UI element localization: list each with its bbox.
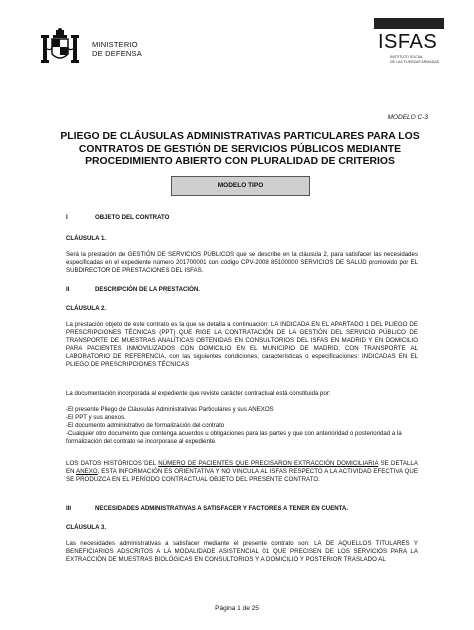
- hist-text-pre: LOS DATOS HISTÓRICOS DEL: [66, 460, 159, 467]
- ministry-line-2: DE DEFENSA: [92, 49, 142, 58]
- section-1-number: I: [66, 214, 68, 221]
- section-3-number: III: [66, 505, 72, 512]
- clause-1-label: CLÁUSULA 1.: [66, 235, 107, 242]
- isfas-logo-bar: [374, 18, 444, 29]
- clause-1-text: Será la prestación de GESTIÓN DE SERVICIOS PÚBLICOS que se describe en la cláusula 2, para satisfacer las necesidades especificadas en el expediente número 201700001 con código CPV-2008 85100000 SERVICIOS DE SALUD promovido por EL SUBDIRECTOR DE PRESTACIONES DEL ISFAS.: [66, 251, 418, 274]
- docs-list-item: -El PPT y sus anexos.: [66, 414, 126, 421]
- isfas-sub-line-2: DE LAS FUERZAS ARMADAS: [390, 59, 440, 64]
- clause-3-label: CLÁUSULA 3.: [66, 524, 107, 531]
- isfas-logo: [374, 18, 444, 66]
- isfas-logo-subtitle: [390, 55, 450, 64]
- docs-list-item: -El presente Pliego de Cláusulas Administrativas Particulares y sus ANEXOS: [66, 406, 274, 413]
- title-line-1: PLIEGO DE CLÁUSULAS ADMINISTRATIVAS PARTICULARES PARA LOS: [60, 131, 420, 142]
- section-1-title: OBJETO DEL CONTRATO: [95, 214, 170, 221]
- clause-2-label: CLÁUSULA 2.: [66, 305, 107, 312]
- section-2-title: DESCRIPCIÓN DE LA PRESTACIÓN.: [95, 286, 200, 293]
- hist-text-post: , ESTA INFORMACIÓN ES ORIENTATIVA Y NO VINCULA AL ISFAS RESPECTO A LA ACTIVIDAD EFECTIVA QUE SE PRODUZCA EN EL PERÍODO CONTRACTUAL OBJETO DEL PRESENTE CONTRATO.: [66, 468, 418, 483]
- historical-data-paragraph: [66, 460, 418, 484]
- docs-list-item: -Cualquier otro documento que contenga acuerdos u obligaciones para las partes y que con anterioridad o posterioridad a la formalización del contrato se incorporase al expediente.: [66, 430, 402, 445]
- model-type-label: MODELO TIPO: [217, 182, 264, 189]
- docs-list: [66, 406, 418, 446]
- isfas-sub-line-1: INSTITUTO SOCIAL: [390, 55, 424, 59]
- model-code: MODELO C-3: [387, 114, 428, 121]
- ministry-line-1: MINISTERIO: [92, 40, 138, 49]
- model-type-box: [171, 176, 310, 196]
- clause-2-text: La prestación objeto de este contrato es la que se detalla a continuación: LA INDICADA EN EL APARTADO 1 DEL PLIEGO DE PRESCRIPCIONES TÉCNICAS (PPT) QUE RIGE LA CONTRATACIÓN DE LA GESTIÓN DEL SERVICIO PÚBLICO DE TRANSPORTE DE MUESTRAS ANALÍTICAS OBTENIDAS EN CONSULTORIOS DEL ISFAS EN MADRID Y EN DOMICILIO PARA PACIENTES INMOVILIZADOS CON DOMICILIO EN EL MUNICIPIO DE MADRID, CON TRANSPORTE AL LABORATORIO DE REFERENCIA, con las siguientes condiciones, características o especificaciones: INDICADAS EN EL PLIEGO DE PRESCRIPCIONES TÉCNICAS: [66, 321, 418, 368]
- section-3-title: NECESIDADES ADMINISTRATIVAS A SATISFACER Y FACTORES A TENER EN CUENTA.: [95, 505, 349, 512]
- ministry-label: [92, 40, 142, 58]
- clause-3-text: Las necesidades administrativas a satisfacer mediante el presente contrato son: LA DE AQUELLOS TITULARES Y BENEFICIARIOS ADSCRITOS A LA MODALIDADE ASISTENCIAL 01 QUE PRECISEN DE LOS SERVICIOS PARA LA EXTRACCIÓN DE MUESTRAS BIOLÓGICAS EN CONSULTORIOS Y A DOMICILIO Y POSTERIOR TRASLADO AL: [66, 540, 418, 563]
- title-line-3: PROCEDIMIENTO ABIERTO CON PLURALIDAD DE CRITERIOS: [85, 156, 395, 167]
- hist-underlined-patients: NÚMERO DE PACIENTES QUE PRECISARON EXTRACCIÓN DOMICILIARIA: [158, 460, 379, 467]
- document-title: [60, 131, 420, 169]
- page-number: Página 1 de 25: [215, 605, 259, 612]
- title-line-2: CONTRATOS DE GESTIÓN DE SERVICIOS PÚBLICOS MEDIANTE: [78, 143, 402, 155]
- section-2-number: II: [66, 286, 70, 293]
- docs-list-item: -El documento administrativo de formalización del contrato: [66, 422, 225, 429]
- coat-of-arms-logo: [40, 28, 80, 70]
- hist-underlined-annex: ANEXO: [76, 468, 98, 475]
- isfas-logo-word: ISFAS: [378, 31, 438, 53]
- docs-intro: La documentación incorporada al expediente que reviste carácter contractual está constituida por:: [66, 390, 331, 397]
- hist-text-mid: SE DETALLA EN: [66, 460, 418, 475]
